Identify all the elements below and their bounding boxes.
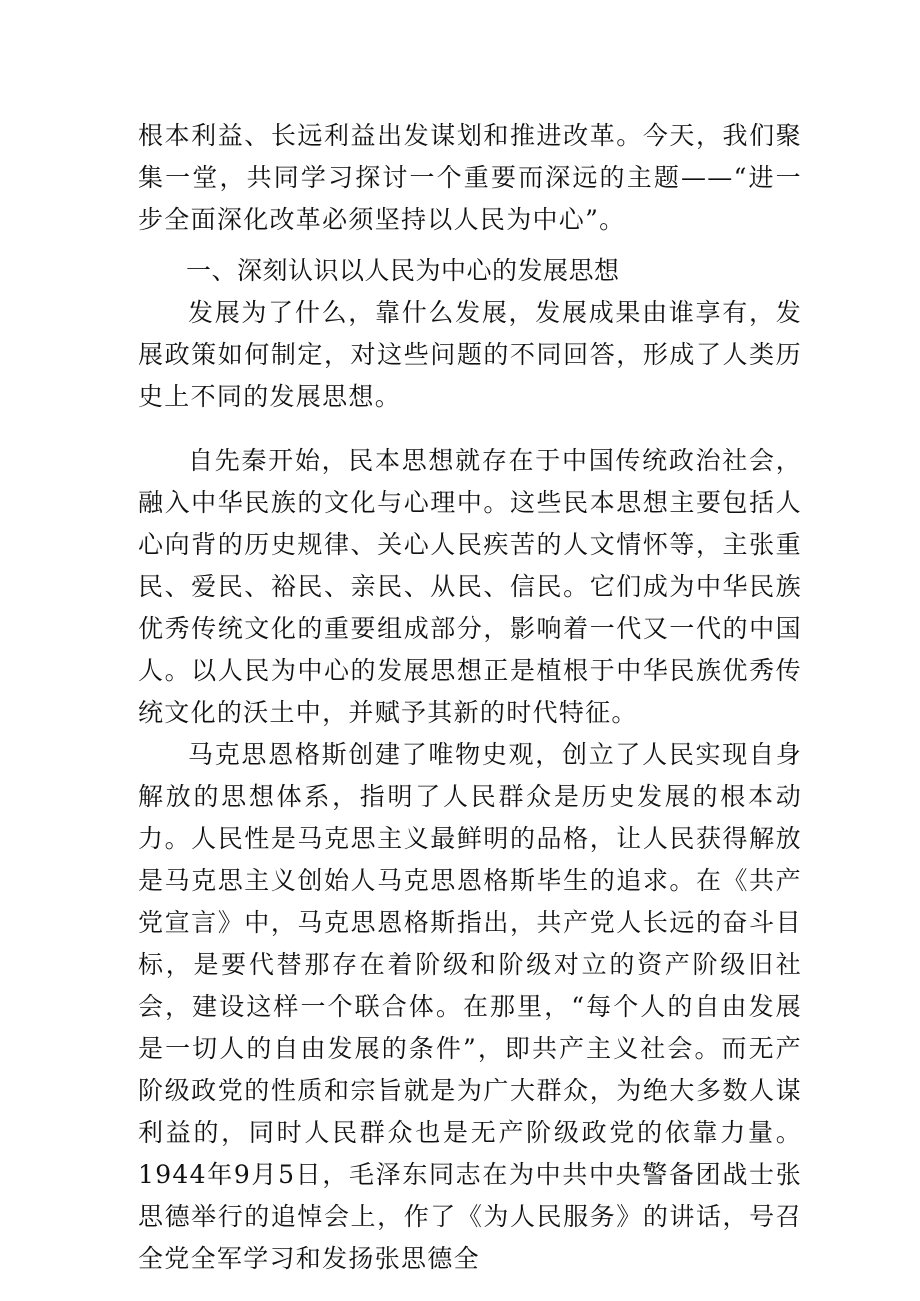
body-text-block: [138, 292, 802, 1280]
body-paragraph-2: 自先秦开始，民本思想就存在于中国传统政治社会，融入中华民族的文化与心理中。这些民本思想主要包括人心向背的历史规律、关心人民疾苦的人文情怀等，主张重民、爱民、裕民、亲民、从民、信民。它们成为中华民族优秀传统文化的重要组成部分，影响着一代又一代的中国人。以人民为中心的发展思想正是植根于中华民族优秀传统文化的沃土中，并赋予其新的时代特征。: [138, 446, 802, 727]
intro-paragraph: 根本利益、长远利益出发谋划和推进改革。今天，我们聚集一堂，共同学习探讨一个重要而深远的主题——“进一步全面深化改革必须坚持以人民为中心”。: [138, 121, 802, 234]
body-paragraph-3: 马克思恩格斯创建了唯物史观，创立了人民实现自身解放的思想体系，指明了人民群众是历史发展的根本动力。人民性是马克思主义最鲜明的品格，让人民获得解放是马克思主义创始人马克思恩格斯毕生的追求。在《共产党宣言》中，马克思恩格斯指出，共产党人长远的奋斗目标，是要代替那存在着阶级和阶级对立的资产阶级旧社会，建设这样一个联合体。在那里，“每个人的自由发展是一切人的自由发展的条件”，即共产主义社会。而无产阶级政党的性质和宗旨就是为广大群众，为绝大多数人谋利益的，同时人民群众也是无产阶级政党的依靠力量。1944年9月5日，毛泽东同志在为中共中央警备团战士张思德举行的追悼会上，作了《为人民服务》的讲话，号召全党全军学习和发扬张思德全: [138, 740, 802, 1273]
section-heading: 一、深刻认识以人民为中心的发展思想: [186, 256, 620, 285]
intro-text-block: [138, 115, 802, 241]
body-paragraph-1: 发展为了什么，靠什么发展，发展成果由谁享有，发展政策如何制定，对这些问题的不同回答，形成了人类历史上不同的发展思想。: [138, 298, 802, 411]
